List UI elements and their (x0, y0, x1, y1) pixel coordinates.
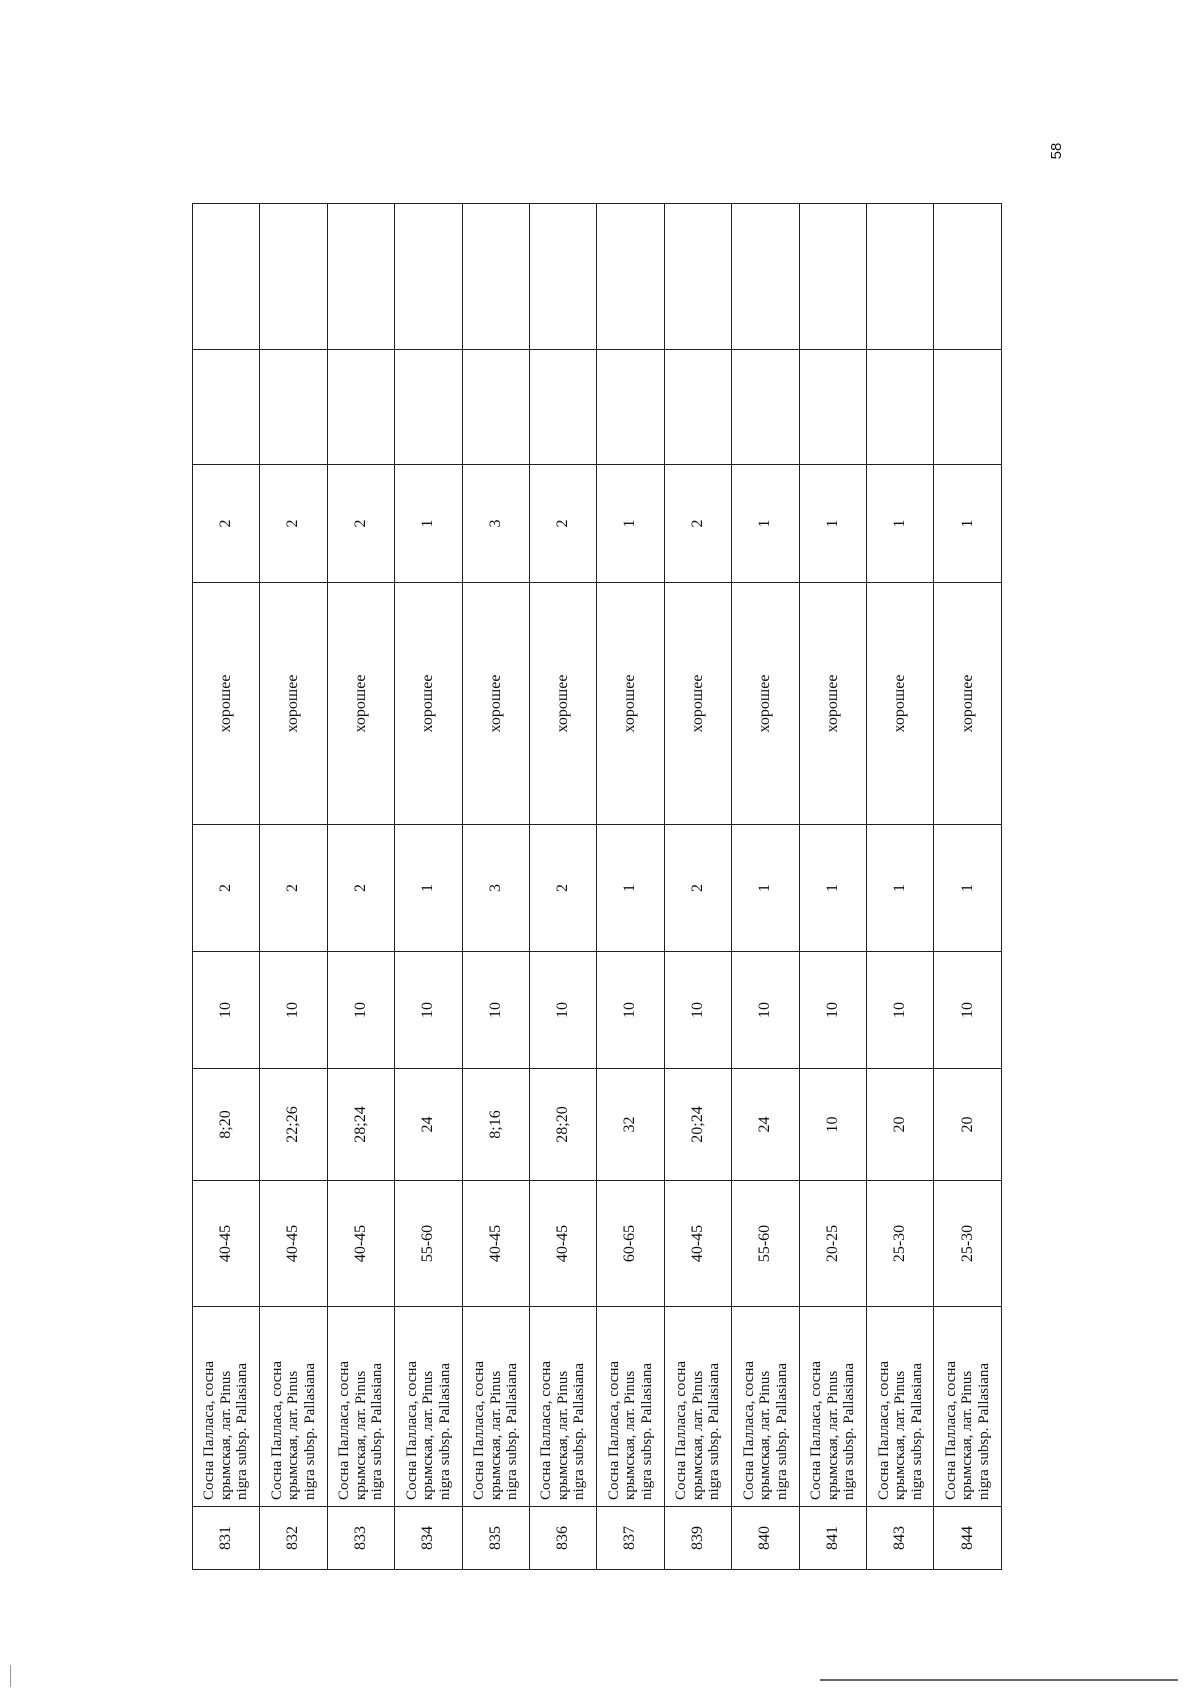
count-cell: 2 (260, 825, 327, 952)
species-line: nigra subsp. Pallasiana (436, 1362, 453, 1500)
species-cell (327, 1307, 394, 1507)
age-cell: 40-45 (664, 1181, 731, 1307)
height-cell: 10 (530, 952, 597, 1069)
species-line: Сосна Палласа, сосна (336, 1360, 353, 1500)
species-line: крымская, лат. Pinus (622, 1370, 639, 1500)
count-cell: 1 (395, 825, 462, 952)
category-cell: 1 (395, 465, 462, 583)
species-line: Сосна Палласа, сосна (673, 1360, 690, 1500)
height-cell: 10 (395, 952, 462, 1069)
condition-cell: хорошее (260, 583, 327, 825)
note-cell (193, 350, 260, 465)
note-cell (664, 204, 731, 350)
age-cell: 55-60 (395, 1181, 462, 1307)
note-cell (327, 350, 394, 465)
height-cell: 10 (193, 952, 260, 1069)
note-cell (260, 204, 327, 350)
table-row (193, 204, 260, 1570)
species-line: крымская, лат. Pinus (824, 1370, 841, 1500)
height-cell: 10 (867, 952, 934, 1069)
age-cell: 25-30 (867, 1181, 934, 1307)
table-row (732, 204, 799, 1570)
table-row (799, 204, 866, 1570)
note-cell (732, 204, 799, 350)
species-line: nigra subsp. Pallasiana (638, 1362, 655, 1500)
age-cell: 40-45 (327, 1181, 394, 1307)
condition-cell: хорошее (597, 583, 664, 825)
tree-number-cell: 832 (260, 1507, 327, 1570)
note-cell (530, 350, 597, 465)
note-cell (597, 204, 664, 350)
height-cell: 10 (664, 952, 731, 1069)
category-cell: 2 (530, 465, 597, 583)
species-line: Сосна Палласа, сосна (201, 1360, 218, 1500)
category-cell: 2 (260, 465, 327, 583)
condition-cell: хорошее (732, 583, 799, 825)
table-row (597, 204, 664, 1570)
count-cell: 2 (327, 825, 394, 952)
note-cell (867, 350, 934, 465)
count-cell: 1 (732, 825, 799, 952)
species-line: Сосна Палласа, сосна (403, 1360, 420, 1500)
category-cell: 2 (664, 465, 731, 583)
tree-number-cell: 835 (462, 1507, 529, 1570)
note-cell (799, 204, 866, 350)
diameter-cell: 8;20 (193, 1069, 260, 1181)
condition-cell: хорошее (530, 583, 597, 825)
species-line: Сосна Палласа, сосна (538, 1360, 555, 1500)
diameter-cell: 20 (867, 1069, 934, 1181)
tree-number-cell: 836 (530, 1507, 597, 1570)
tree-number-cell: 833 (327, 1507, 394, 1570)
table-row (260, 204, 327, 1570)
note-cell (462, 204, 529, 350)
condition-cell: хорошее (462, 583, 529, 825)
tree-inventory-table (192, 203, 1002, 1570)
tree-number-cell: 841 (799, 1507, 866, 1570)
age-cell: 55-60 (732, 1181, 799, 1307)
diameter-cell: 20 (934, 1069, 1002, 1181)
count-cell: 1 (934, 825, 1002, 952)
species-line: Сосна Палласа, сосна (740, 1360, 757, 1500)
species-line: крымская, лат. Pinus (757, 1370, 774, 1500)
species-cell (530, 1307, 597, 1507)
diameter-cell: 28;20 (530, 1069, 597, 1181)
species-cell (193, 1307, 260, 1507)
count-cell: 2 (530, 825, 597, 952)
scan-edge-mark (10, 1665, 11, 1687)
note-cell (664, 350, 731, 465)
age-cell: 40-45 (193, 1181, 260, 1307)
diameter-cell: 8;16 (462, 1069, 529, 1181)
age-cell: 25-30 (934, 1181, 1002, 1307)
diameter-cell: 32 (597, 1069, 664, 1181)
note-cell (395, 204, 462, 350)
height-cell: 10 (327, 952, 394, 1069)
note-cell (934, 350, 1002, 465)
species-cell (934, 1307, 1002, 1507)
species-line: nigra subsp. Pallasiana (841, 1362, 858, 1500)
height-cell: 10 (934, 952, 1002, 1069)
diameter-cell: 28;24 (327, 1069, 394, 1181)
tree-number-cell: 843 (867, 1507, 934, 1570)
table-row (462, 204, 529, 1570)
species-line: nigra subsp. Pallasiana (504, 1362, 521, 1500)
species-line: крымская, лат. Pinus (487, 1370, 504, 1500)
age-cell: 20-25 (799, 1181, 866, 1307)
category-cell: 1 (597, 465, 664, 583)
species-cell (597, 1307, 664, 1507)
species-cell (395, 1307, 462, 1507)
species-line: крымская, лат. Pinus (892, 1370, 909, 1500)
species-cell (867, 1307, 934, 1507)
diameter-cell: 24 (732, 1069, 799, 1181)
table-row (395, 204, 462, 1570)
category-cell: 1 (934, 465, 1002, 583)
tree-number-cell: 840 (732, 1507, 799, 1570)
note-cell (799, 350, 866, 465)
species-line: крымская, лат. Pinus (420, 1370, 437, 1500)
note-cell (395, 350, 462, 465)
species-cell (462, 1307, 529, 1507)
note-cell (327, 204, 394, 350)
category-cell: 2 (193, 465, 260, 583)
table-row (327, 204, 394, 1570)
age-cell: 40-45 (260, 1181, 327, 1307)
category-cell: 1 (732, 465, 799, 583)
count-cell: 2 (193, 825, 260, 952)
count-cell: 1 (597, 825, 664, 952)
note-cell (193, 204, 260, 350)
diameter-cell: 10 (799, 1069, 866, 1181)
species-line: крымская, лат. Pinus (217, 1370, 234, 1500)
note-cell (934, 204, 1002, 350)
tree-number-cell: 844 (934, 1507, 1002, 1570)
condition-cell: хорошее (867, 583, 934, 825)
count-cell: 1 (799, 825, 866, 952)
table-body (193, 204, 1002, 1570)
species-line: nigra subsp. Pallasiana (234, 1362, 251, 1500)
note-cell (597, 350, 664, 465)
species-line: крымская, лат. Pinus (959, 1370, 976, 1500)
condition-cell: хорошее (395, 583, 462, 825)
note-cell (530, 204, 597, 350)
note-cell (462, 350, 529, 465)
species-line: Сосна Палласа, сосна (808, 1360, 825, 1500)
species-line: Сосна Палласа, сосна (875, 1360, 892, 1500)
condition-cell: хорошее (934, 583, 1002, 825)
species-cell (799, 1307, 866, 1507)
height-cell: 10 (799, 952, 866, 1069)
category-cell: 1 (867, 465, 934, 583)
category-cell: 2 (327, 465, 394, 583)
page-number: 58 (1047, 142, 1065, 160)
count-cell: 2 (664, 825, 731, 952)
tree-number-cell: 839 (664, 1507, 731, 1570)
tree-number-cell: 831 (193, 1507, 260, 1570)
species-line: nigra subsp. Pallasiana (975, 1362, 992, 1500)
height-cell: 10 (732, 952, 799, 1069)
species-line: nigra subsp. Pallasiana (571, 1362, 588, 1500)
species-line: крымская, лат. Pinus (285, 1370, 302, 1500)
diameter-cell: 22;26 (260, 1069, 327, 1181)
species-cell (732, 1307, 799, 1507)
age-cell: 40-45 (462, 1181, 529, 1307)
age-cell: 60-65 (597, 1181, 664, 1307)
height-cell: 10 (260, 952, 327, 1069)
condition-cell: хорошее (664, 583, 731, 825)
rotated-table-container (192, 204, 1002, 1570)
table-row (530, 204, 597, 1570)
species-line: nigra subsp. Pallasiana (773, 1362, 790, 1500)
age-cell: 40-45 (530, 1181, 597, 1307)
species-cell (664, 1307, 731, 1507)
species-line: крымская, лат. Pinus (352, 1370, 369, 1500)
species-line: nigra subsp. Pallasiana (706, 1362, 723, 1500)
species-line: Сосна Палласа, сосна (942, 1360, 959, 1500)
species-line: nigra subsp. Pallasiana (369, 1362, 386, 1500)
species-line: крымская, лат. Pinus (554, 1370, 571, 1500)
height-cell: 10 (597, 952, 664, 1069)
note-cell (867, 204, 934, 350)
table-row (664, 204, 731, 1570)
condition-cell: хорошее (799, 583, 866, 825)
table-row (934, 204, 1002, 1570)
tree-number-cell: 837 (597, 1507, 664, 1570)
species-line: крымская, лат. Pinus (689, 1370, 706, 1500)
species-line: Сосна Палласа, сосна (268, 1360, 285, 1500)
species-line: nigra subsp. Pallasiana (301, 1362, 318, 1500)
species-cell (260, 1307, 327, 1507)
tree-number-cell: 834 (395, 1507, 462, 1570)
note-cell (732, 350, 799, 465)
category-cell: 1 (799, 465, 866, 583)
height-cell: 10 (462, 952, 529, 1069)
condition-cell: хорошее (193, 583, 260, 825)
table-row (867, 204, 934, 1570)
diameter-cell: 20;24 (664, 1069, 731, 1181)
diameter-cell: 24 (395, 1069, 462, 1181)
species-line: Сосна Палласа, сосна (471, 1360, 488, 1500)
note-cell (260, 350, 327, 465)
species-line: Сосна Палласа, сосна (605, 1360, 622, 1500)
count-cell: 3 (462, 825, 529, 952)
count-cell: 1 (867, 825, 934, 952)
species-line: nigra subsp. Pallasiana (908, 1362, 925, 1500)
bottom-rule (820, 1679, 1178, 1681)
category-cell: 3 (462, 465, 529, 583)
condition-cell: хорошее (327, 583, 394, 825)
